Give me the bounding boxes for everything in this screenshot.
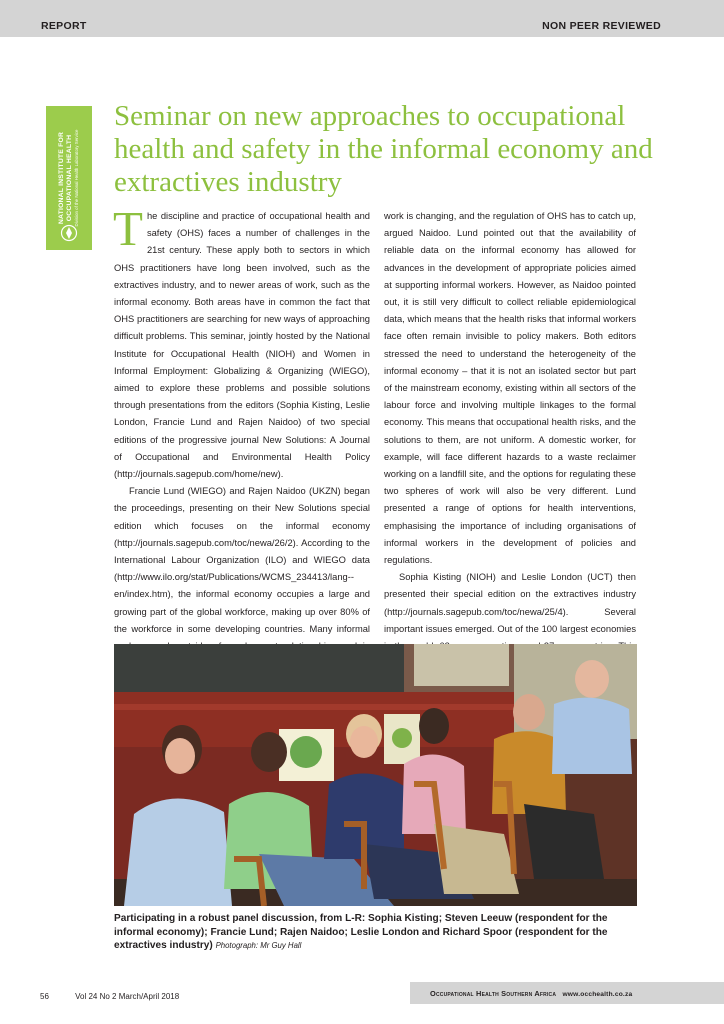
text-column-2 <box>384 208 636 707</box>
nioh-emblem-icon <box>60 224 78 242</box>
footer-left <box>40 992 179 1001</box>
photo-caption <box>114 912 644 953</box>
logo-line-3: Division of the National Health Laboratory Service <box>74 129 79 227</box>
caption-text: Participating in a robust panel discussion, from L-R: Sophia Kisting; Steven Leeuw (respondent for the informal economy); Francie Lund; Rajen Naidoo; Leslie London and Richard Spoor (respondent for the extractives industry) <box>114 913 608 952</box>
article-title: Seminar on new approaches to occupational health and safety in the informal economy and extractives industry <box>114 100 653 198</box>
logo-line-2: OCCUPATIONAL HEALTH <box>66 134 73 222</box>
paragraph: work is changing, and the regulation of OHS has to catch up, argued Naidoo. Lund pointed out that the availability of reliable data on the informal economy has allowed for advances in the development of appropriate policies aimed at supporting informal workers. However, as Naidoo pointed out, it is still very difficult to collect reliable epidemiological data, which means that the health risks that informal workers face often remain invisible to policy makers. Both editors stressed the need to understand the heterogeneity of the informal economy – that it is not an isolated sector but part of the mainstream economy, existing within all sectors of the labour force and involving multiple linkages to the formal economy. This means that occupational health risks, and the solutions to them, are not uniform. A domestic worker, for example, will face different hazards to a waste reclaimer working on a landfill site, and the options for regulating these two spheres of work will also be very different. Lund presented a range of options for health interventions, emphasising the importance of including organisations of informal workers in the development of policies and regulations. <box>384 211 636 566</box>
journal-url: www.occhealth.co.za <box>562 991 633 998</box>
photo-credit: Photograph: Mr Guy Hall <box>215 941 302 951</box>
journal-name: Occupational Health Southern Africa <box>430 989 557 998</box>
drop-cap: T <box>113 201 143 256</box>
logo-line-1: NATIONAL INSTITUTE FOR <box>58 131 65 225</box>
review-status-label: NON PEER REVIEWED <box>542 20 661 32</box>
page-number: 56 <box>40 992 49 1001</box>
paragraph-text: he discipline and practice of occupational health and safety (OHS) faces a number of challenges in the 21st century. These apply both to sectors in which OHS practitioners have long been involved, such as the extractives industry, and to newer areas of work, such as the informal economy. Both areas have in common the fact that OHS practitioners are searching for new ways of approaching difficult problems. This seminar, jointly hosted by the National Institute for Occupational Health (NIOH) and Women in Informal Employment: Globalizing & Organizing (WIEGO), aimed to explore these problems and possible solutions through presentations from the editors (Sophia Kisting, Leslie London, Francie Lund and Rajen Naidoo) of two special editions of the progressive journal New Solutions: A Journal of Occupational and Environmental Health Policy (http://journals.sagepub.com/home/new). <box>114 211 370 480</box>
text-column-1 <box>113 201 370 690</box>
nioh-logo <box>46 106 92 250</box>
section-label: REPORT <box>41 20 87 32</box>
paragraph: Sophia Kisting (NIOH) and Leslie London (UCT) then presented their special edition on the extractives industry (http://journals.sagepub.com/toc/newa/25/4). Several important issues emerged. Out of the 100 largest economies <box>384 572 636 634</box>
footer-right <box>430 989 632 998</box>
paragraph <box>113 201 370 483</box>
issue-info: Vol 24 No 2 March/April 2018 <box>75 992 180 1001</box>
panel-discussion-photo <box>114 644 637 906</box>
paragraph: Francie Lund (WIEGO) and Rajen Naidoo (UKZN) began the proceedings, presenting on their New Solutions special edition which focuses on the informal economy (http://journals.sagepub.com/toc/newa/26/2). According to the International Labour Organization (ILO) and WIEGO data (http://www.ilo.org/stat/Publications/WCMS_234413/lang--en/index.htm), the informal economy occupies a large and growing part of the global workforce, making up over 80% of the workforce in some developing countries. Many informal <box>114 486 370 634</box>
